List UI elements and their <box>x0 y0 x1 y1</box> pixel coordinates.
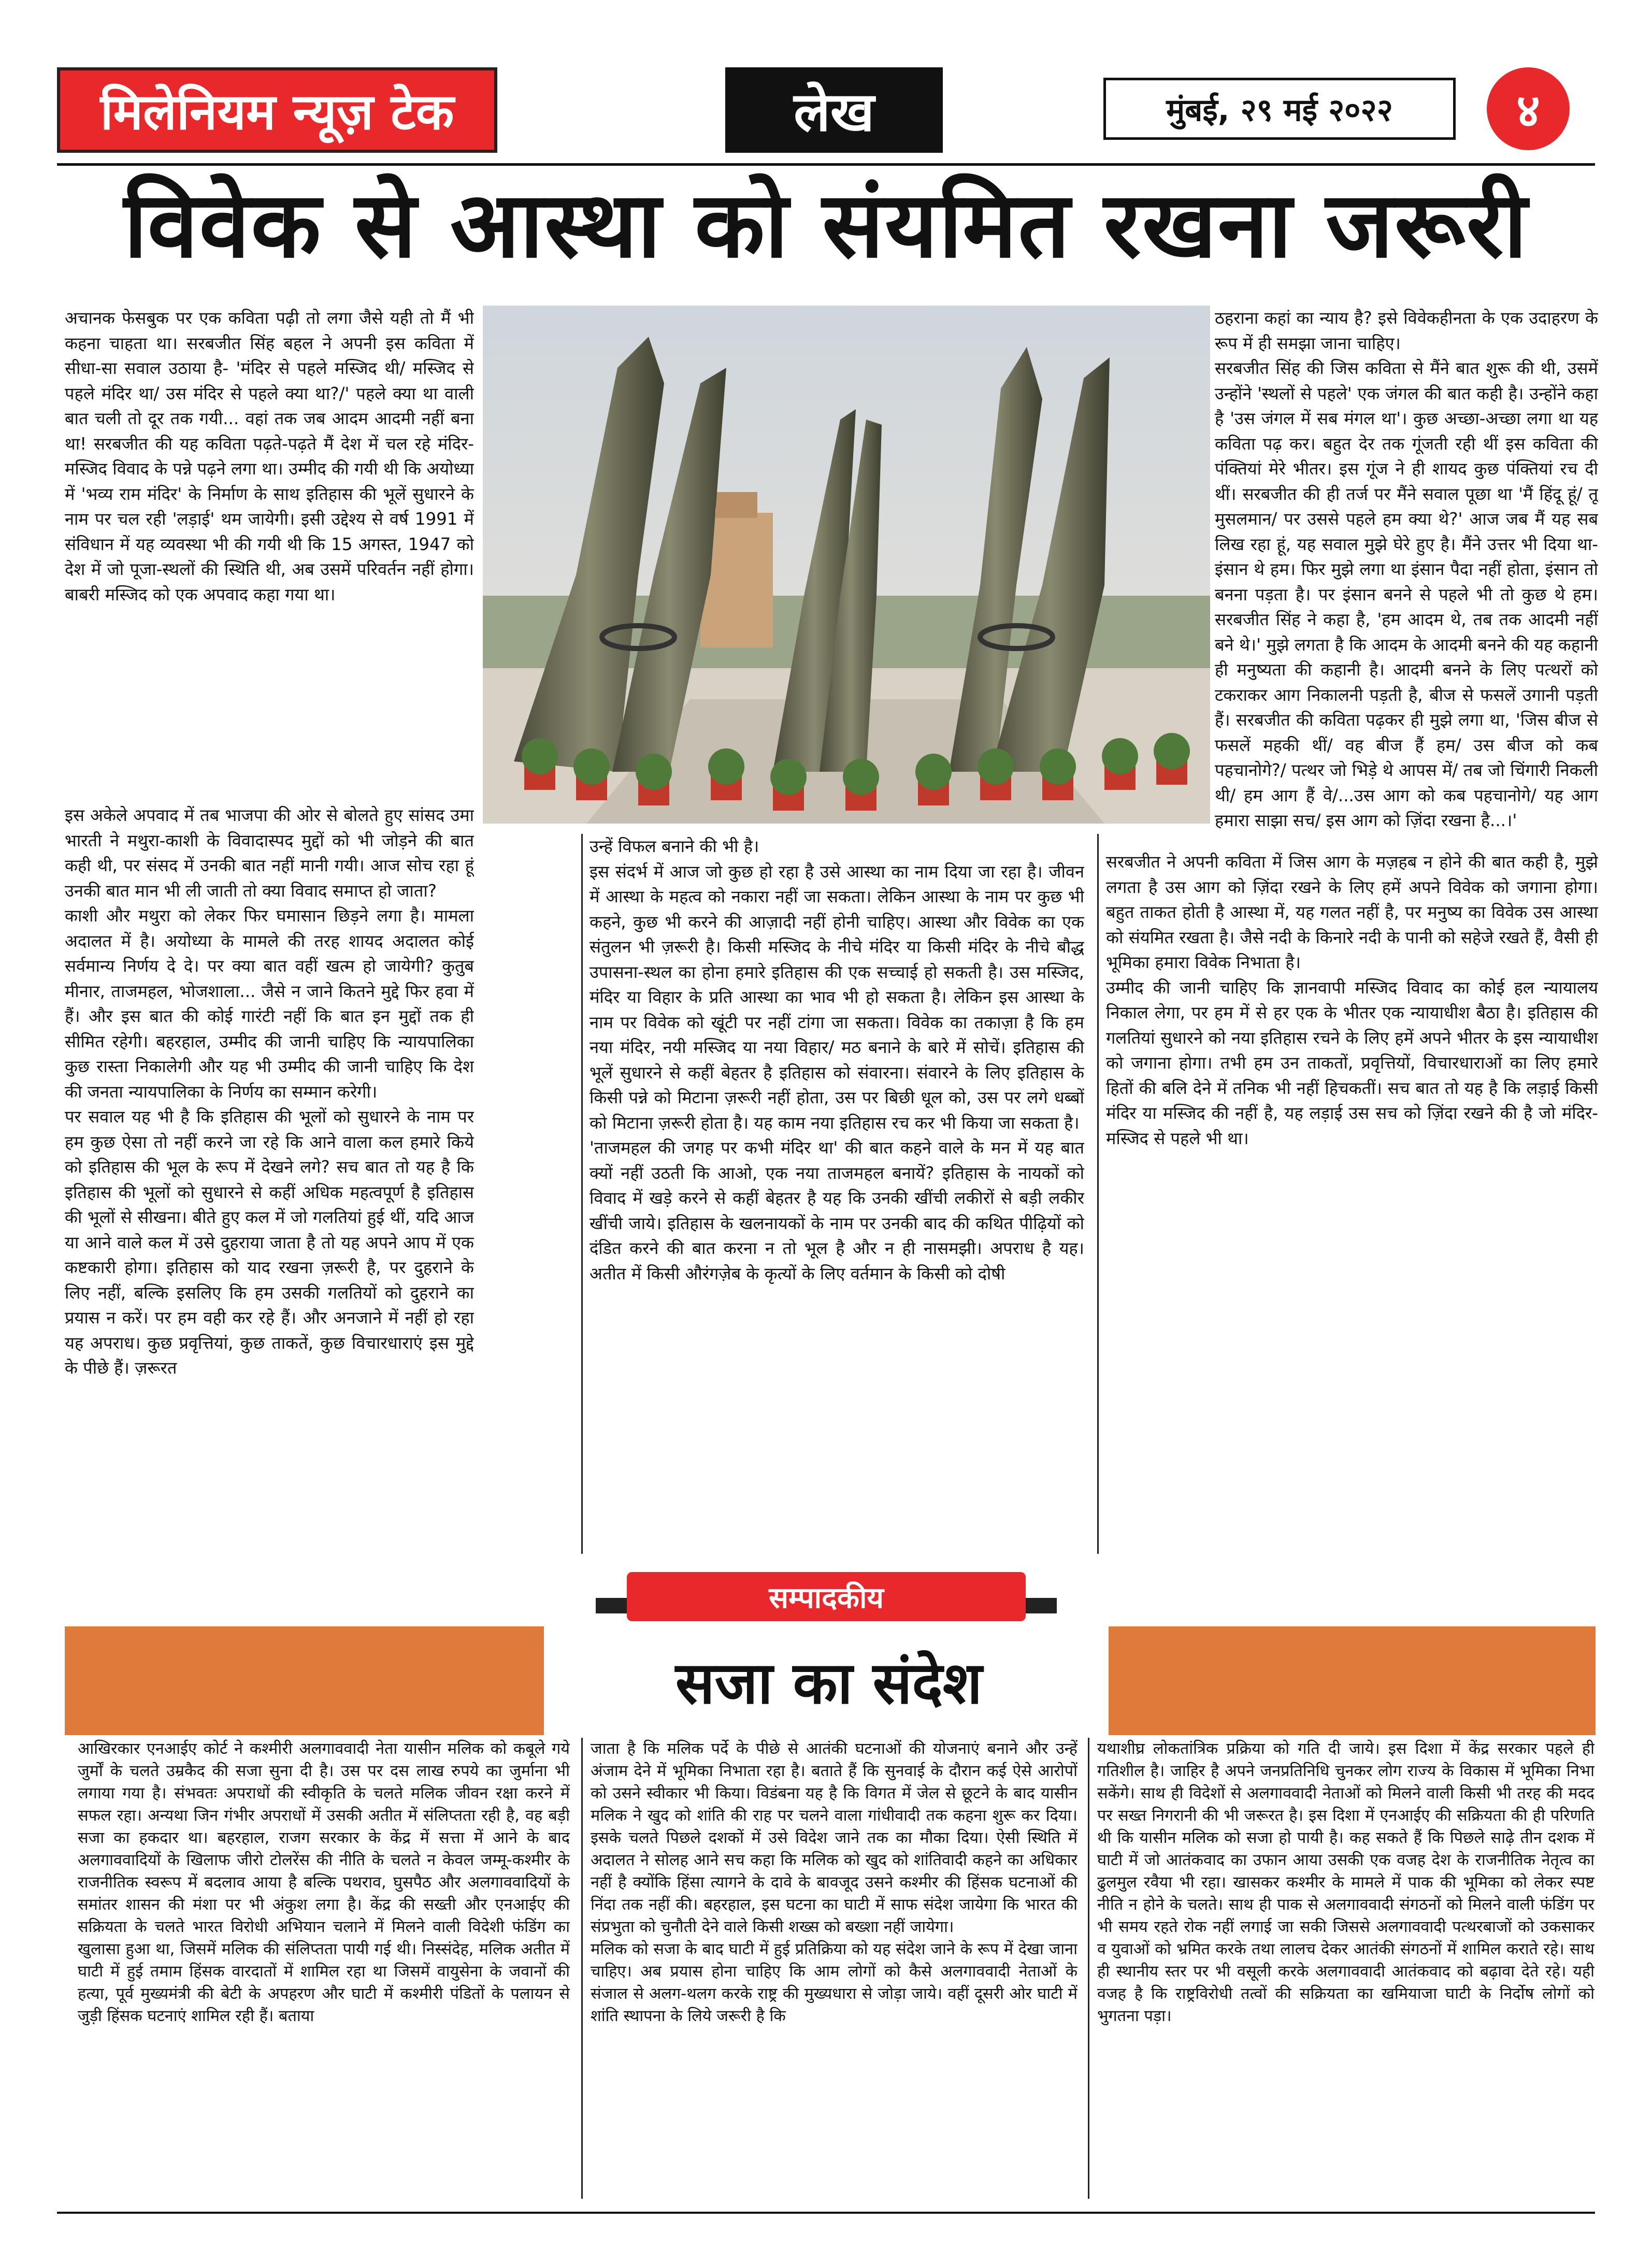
paragraph: सरबजीत ने अपनी कविता में जिस आग के मज़हब न होने की बात कही है, मुझे लगता है उस आग को ज़िंदा रखने के लिए हमें अपने विवेक को जगाना होगा। बहुत ताकत होती है आस्था में, यह गलत नहीं है, पर मनुष्य का विवेक उस आस्था को संयमित रखता है। जैसे नदी के किनारे नदी के पानी को सहेजे रखते हैं, वैसी ही भूमिका हमारा विवेक निभाता है। <box>1106 852 1598 972</box>
article-photo <box>483 306 1210 824</box>
paragraph: काशी और मथुरा को लेकर फिर घमासान छिड़ने लगा है। मामला अदालत में है। अयोध्या के मामले की तरह शायद अदालत कोई सर्वमान्य निर्णय दे दे। पर क्या बात वहीं खत्म हो जायेगी? कुतुब मीनार, ताजमहल, भोजशाला... जैसे न जाने कितने मुद्दे फिर हवा में हैं। और इस बात की कोई गारंटी नहीं कि बात इन मुद्दों तक ही सीमित रहेगी। बहरहाल, उम्मीद की जानी चाहिए कि न्यायपालिका कुछ रास्ता निकालेगी और यह भी उम्मीद की जानी चाहिए कि देश की जनता न्यायपालिका के निर्णय का सम्मान करेगी। <box>65 906 474 1102</box>
article-column-1-bottom <box>65 803 474 1559</box>
paragraph: इस संदर्भ में आज जो कुछ हो रहा है उसे आस्था का नाम दिया जा रहा है। जीवन में आस्था के महत्व को नकारा नहीं जा सकता। लेकिन आस्था के नाम पर कुछ भी कहने, कुछ भी करने की आज़ादी नहीं होनी चाहिए। आस्था और विवेक का एक संतुलन भी ज़रूरी है। किसी मस्जिद के नीचे मंदिर या किसी मंदिर के नीचे बौद्ध उपासना-स्थल का होना हमारे इतिहास की एक सच्चाई हो सकती है। उस मस्जिद, मंदिर या विहार के प्रति आस्था का भाव भी हो सकता है। लेकिन इस आस्था के नाम पर विवेक को खूंटी पर नहीं टांगा जा सकता। विवेक का तकाज़ा है कि हम नया मंदिर, नयी मस्जिद या नया विहार/ मठ बनाने के बारे में सोचें। इतिहास की भूलें सुधारने से कहीं बेहतर है इतिहास को संवारना। संवारने के लिए इतिहास के किसी पन्ने को मिटाना ज़रूरी नहीं होता, उस पर बिछी धूल को, उस पर लगे धब्बों को मिटाना ज़रूरी होता है। यह काम नया इतिहास रच कर भी किया जा सकता है। <box>590 861 1084 1133</box>
column-divider <box>1097 834 1099 1554</box>
paragraph: मलिक को सजा के बाद घाटी में हुई प्रतिक्रिया को यह संदेश जाने के रूप में देखा जाना चाहिए। अब प्रयास होना चाहिए कि आम लोगों को कैसे अलगाववादी नेताओं के संजाल से अलग-थलग करके राष्ट्र की मुख्यधारा से जोड़ा जाये। वहीं दूसरी ओर घाटी में शांति स्थापना के लिये जरूरी है कि <box>591 1940 1078 2025</box>
brand-logo: मिलेनियम न्यूज़ टेक <box>57 67 497 153</box>
footer-rule <box>57 2212 1595 2214</box>
editorial-column-3 <box>1097 1738 1594 2204</box>
paragraph: अचानक फेसबुक पर एक कविता पढ़ी तो लगा जैसे यही तो मैं भी कहना चाहता था। सरबजीत सिंह बहल ने अपनी इस कविता में सीधा-सा सवाल उठाया है- 'मंदिर से पहले मस्जिद थी/ मस्जिद से पहले मंदिर था/ उस मंदिर से पहले क्या था?/' पहले क्या था वाली बात चली तो दूर तक गयी... वहां तक जब आदम आदमी नहीं बना था! सरबजीत की यह कविता पढ़ते-पढ़ते मैं देश में चल रहे मंदिर-मस्जिद विवाद के पन्ने पढ़ने लगा था। उम्मीद की गयी थी कि अयोध्या में 'भव्य राम मंदिर' के निर्माण के साथ इतिहास की भूलें सुधारने के नाम पर चल रही 'लड़ाई' थम जायेगी। इसी उद्देश्य से वर्ष 1991 में संविधान में यह व्यवस्था भी की गयी थी कि 15 अगस्त, 1947 को देश में जो पूजा-स्थलों की स्थिति थी, अब उसमें परिवर्तन नहीं होगा। बाबरी मस्जिद को एक अपवाद कहा गया था। <box>65 308 474 604</box>
column-divider <box>1088 1738 1089 2199</box>
article-column-3-bottom <box>1106 849 1598 1559</box>
editorial-label: सम्पादकीय <box>627 1572 1026 1621</box>
paragraph: इस अकेले अपवाद में तब भाजपा की ओर से बोलते हुए सांसद उमा भारती ने मथुरा-काशी के विवादास्पद मुद्दों को भी जोड़ने की बात कही थी, पर संसद में उनकी बात नहीं मानी गयी। आज सोच रहा हूं उनकी बात मान भी ली जाती तो क्या विवाद समाप्त हो जाता? <box>65 805 474 901</box>
paragraph: जाता है कि मलिक पर्दे के पीछे से आतंकी घटनाओं की योजनाएं बनाने और उन्हें अंजाम देने में भूमिका निभाता रहा है। बताते हैं कि सुनवाई के दौरान कई ऐसे आरोपों को उसने स्वीकार भी किया। विडंबना यह है कि विगत में जेल से छूटने के बाद यासीन मलिक ने खुद को शांति की राह पर चलने वाला गांधीवादी तक कहना शुरू कर दिया। इसके चलते पिछले दशकों में उसे विदेश जाने तक का मौका दिया। ऐसी स्थिति में अदालत ने सोलह आने सच कहा कि मलिक को खुद को शांतिवादी कहने का अधिकार नहीं है क्योंकि हिंसा त्यागने के दावे के बावजूद उसने कश्मीर की हिंसक घटनाओं की निंदा तक नहीं की। बहरहाल, इस घटना का घाटी में साफ संदेश जायेगा कि भारत की संप्रभुता को चुनौती देने वाले किसी शख्स को बख्शा नहीं जायेगा। <box>591 1740 1078 1936</box>
paragraph: यथाशीघ्र लोकतांत्रिक प्रक्रिया को गति दी जाये। इस दिशा में केंद्र सरकार पहले ही गतिशील है। जाहिर है अपने जनप्रतिनिधि चुनकर लोग राज्य के विकास में भूमिका निभा सकेंगे। साथ ही विदेशों से अलगाववादी नेताओं को मिलने वाली किसी भी तरह की मदद पर सख्त निगरानी की भी जरूरत है। इस दिशा में एनआईए की सक्रियता की ही परिणति थी कि यासीन मलिक को सजा हो पायी है। कह सकते हैं कि पिछले साढ़े तीन दशक में घाटी में जो आतंकवाद का उफान आया उसकी एक वजह देश के राजनीतिक नेतृत्व का ढुलमुल रवैया भी रहा। खासकर कश्मीर के मामले में पाक की भूमिका को लेकर स्पष्ट नीति न होने के चलते। साथ ही पाक से अलगाववादी संगठनों को मिलने वाली फंडिंग पर भी समय रहते रोक नहीं लगाई जा सकी जिससे अलगाववादी पत्थरबाजों को उकसाकर व युवाओं को भ्रमित करके तथा लालच देकर आतंकी संगठनों में शामिल कराते रहे। साथ ही स्थानीय स्तर पर भी वसूली करके अलगाववादी आतंकवाद को बढ़ावा देते रहे। यही वजह है कि राष्ट्रविरोधी तत्वों की सक्रियता का खमियाजा घाटी के निर्दोष लोगों को भुगतना पड़ा। <box>1097 1740 1594 2025</box>
masthead <box>57 62 1595 166</box>
dateline: मुंबई, २९ मई २०२२ <box>1103 78 1456 140</box>
column-divider <box>581 1738 583 2199</box>
article-column-1-top <box>65 306 474 855</box>
paragraph: पर सवाल यह भी है कि इतिहास की भूलों को सुधारने के नाम पर हम कुछ ऐसा तो नहीं करने जा रहे कि आने वाला कल हमारे किये को इतिहास की भूल के रूप में देखने लगे? सच बात तो यह है कि इतिहास की भूलों को सुधारने से कहीं अधिक महत्वपूर्ण है इतिहास की भूलों से सीखना। बीते हुए कल में जो गलतियां हुई थीं, यदि आज या आने वाले कल में उसे दुहराया जाता है तो यह अपने आप में एक कष्टकारी होगा। इतिहास को याद रखना ज़रूरी है, पर दुहराने के लिए नहीं, बल्कि इसलिए कि हम उसकी गलतियों को दुहराने का प्रयास न करें। पर हम वही कर रहे हैं। और अनजाने में नहीं हो रहा यह अपराध। कुछ प्रवृत्तियां, कुछ ताकतें, कुछ विचारधाराएं इस मुद्दे के पीछे हैं। ज़रूरत <box>65 1107 474 1378</box>
paragraph: उम्मीद की जानी चाहिए कि ज्ञानवापी मस्जिद विवाद का कोई हल न्यायालय निकाल लेगा, पर हम में से हर एक के भीतर एक न्यायाधीश बैठा है। इतिहास की गलतियां सुधारने को नया इतिहास रचने के लिए हमें अपने भीतर के इस न्यायाधीश को जगाना होगा। तभी हम उन ताकतों, प्रवृत्तियों, विचारधाराओं का लिए हमारे हितों की बलि देने में तनिक भी नहीं हिचकतीं। सच बात तो यह है कि लड़ाई किसी मंदिर या मस्जिद की नहीं है, यह लड़ाई उस सच को ज़िंदा रखने की है जो मंदिर-मस्जिद से पहले भी था। <box>1106 977 1598 1148</box>
headline: विवेक से आस्था को संयमित रखना जरूरी <box>123 172 1529 278</box>
paragraph: सरबजीत सिंह की जिस कविता से मैंने बात शुरू की थी, उसमें उन्होंने 'स्थलों से पहले' एक जंगल की बात कही है। उन्होंने कहा है 'उस जंगल में सब मंगल था'। कुछ अच्छा-अच्छा लगा था यह कविता पढ़ कर। बहुत देर तक गूंजती रही थीं इस कविता की पंक्तियां मेरे भीतर। इस गूंज ने ही शायद कुछ पंक्तियां रच दी थीं। सरबजीत की ही तर्ज पर मैंने सवाल पूछा था 'मैं हिंदू हूं/ तू मुसलमान/ पर उससे पहले हम क्या थे?' आज जब मैं यह सब लिख रहा हूं, यह सवाल मुझे घेरे हुए है। मैंने उत्तर भी दिया था- इंसान थे हम। फिर मुझे लगा था इंसान पैदा नहीं होता, इंसान तो बनना पड़ता है। पर इंसान बनने से पहले भी तो कुछ थे हम। सरबजीत सिंह ने कहा है, 'हम आदम थे, तब तक आदमी नहीं बने थे।' मुझे लगता है कि आदम के आदमी बनने की यह कहानी ही मनुष्यता की कहानी है। आदमी बनने के लिए पत्थरों को टकराकर आग निकालनी पड़ती है, बीज से फसलें उगानी पड़ती हैं। सरबजीत की कविता पढ़कर ही मुझे लगा था, 'जिस बीज से फसलें महकी थीं/ वह बीज हैं हम/ उस बीज को कब पहचानोगे?/ पत्थर जो भिड़े थे आपस में/ तब जो चिंगारी निकली थी/ हम आग हैं वे/...उस आग को कब पहचानोगे/ यह आग हमारा साझा सच/ इस आग को ज़िंदा रखना है...।' <box>1215 358 1598 830</box>
editorial-title: सजा का संदेश <box>675 1650 983 1717</box>
article-column-2 <box>590 834 1084 1559</box>
editorial-column-2 <box>591 1738 1078 2204</box>
folded-hands-sculpture-image <box>483 306 1210 824</box>
page-number-badge: ४ <box>1487 67 1570 150</box>
masthead-rule <box>57 163 1595 166</box>
article-column-3-top <box>1215 306 1598 839</box>
paragraph: ठहराना कहां का न्याय है? इसे विवेकहीनता के एक उदाहरण के रूप में ही समझा जाना चाहिए। <box>1215 308 1598 353</box>
editorial-column-1 <box>78 1738 570 2204</box>
column-divider <box>581 834 583 1554</box>
paragraph: उन्हें विफल बनाने की भी है। <box>590 837 759 856</box>
section-title: लेख <box>725 67 943 153</box>
paragraph: आखिरकार एनआईए कोर्ट ने कश्मीरी अलगाववादी नेता यासीन मलिक को कबूले गये जुर्मों के चलते उम्रकैद की सजा सुना दी है। उस पर दस लाख रुपये का जुर्माना भी लगाया गया है। संभवतः अपराधों की स्वीकृति के चलते मलिक जीवन रक्षा करने में सफल रहा। अन्यथा जिन गंभीर अपराधों में उसकी अतीत में संलिप्तता रही है, वह बड़ी सजा का हकदार था। बहरहाल, राजग सरकार के केंद्र में सत्ता में आने के बाद अलगाववादियों के खिलाफ जीरो टोलरेंस की नीति के चलते न केवल जम्मू-कश्मीर के राजनीतिक स्वरूप में बदलाव आया है बल्कि पथराव, घुसपैठ और अलगाववादियों के समांतर शासन की मंशा पर भी अंकुश लगा है। केंद्र की सख्ती और एनआईए की सक्रियता के चलते भारत विरोधी अभियान चलाने में मिलने वाली विदेशी फंडिंग का खुलासा हुआ था, जिसमें मलिक की संलिप्तता पायी गई थी। निस्संदेह, मलिक अतीत में घाटी में हुई तमाम हिंसक वारदातों में शामिल रहा था जिसमें वायुसेना के जवानों की हत्या, पूर्व मुख्यमंत्री की बेटी के अपहरण और घाटी में कश्मीरी पंडितों के पलायन से जुड़ी हिंसक घटनाएं शामिल रही हैं। बताया <box>78 1740 570 2025</box>
paragraph: 'ताजमहल की जगह पर कभी मंदिर था' की बात कहने वाले के मन में यह बात क्यों नहीं उठती कि आओ, एक नया ताजमहल बनायें? इतिहास के नायकों को विवाद में खड़े करने से कहीं बेहतर है यह कि उनकी खींची लकीरों से बड़ी लकीर खींची जाये। इतिहास के खलनायकों के नाम पर उनकी बाद की कथित पीढ़ियों को दंडित करने की बात करना न तो भूल है और न ही नासमझी। अपराध है यह। अतीत में किसी औरंगज़ेब के कृत्यों के लिए वर्तमान के किसी को दोषी <box>590 1138 1084 1284</box>
